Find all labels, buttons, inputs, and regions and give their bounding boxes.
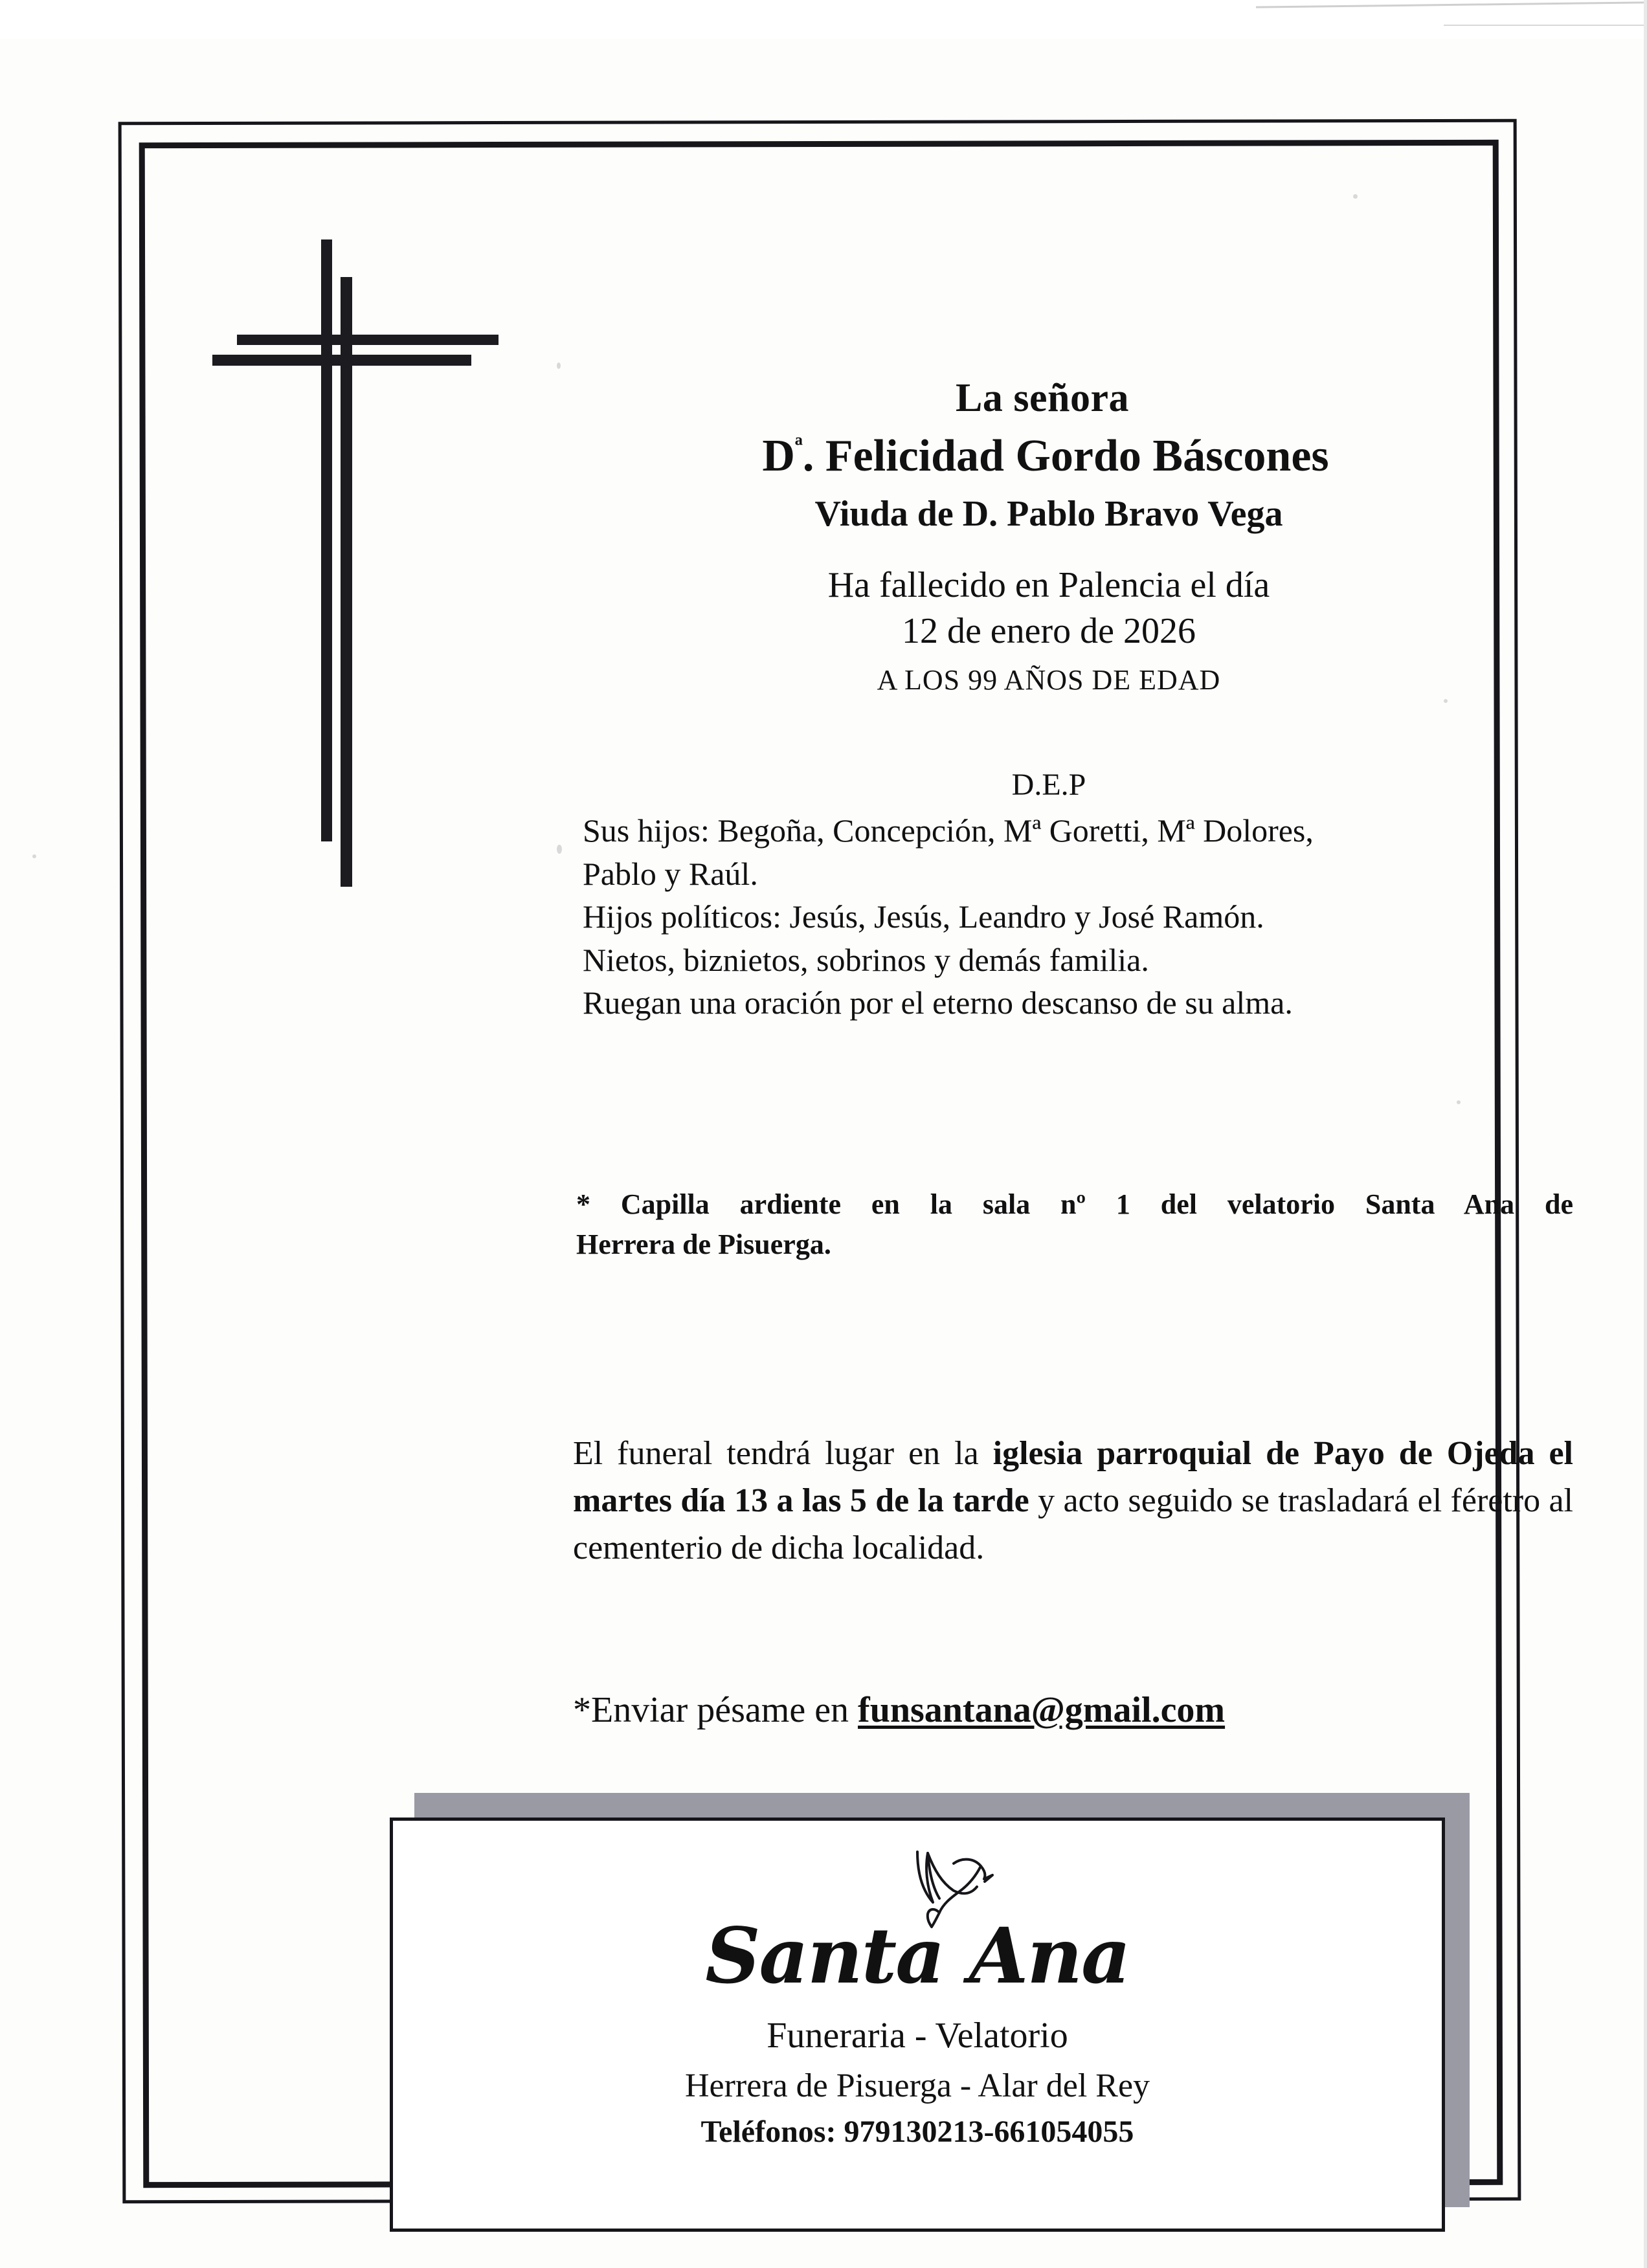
scan-speck [32, 854, 36, 858]
scan-right-edge [1644, 0, 1647, 2268]
spouse-line: Viuda de D. Pablo Bravo Vega [814, 494, 1283, 534]
condolences-label: *Enviar pésame en [573, 1690, 858, 1730]
dep-text: D.E.P [1011, 768, 1086, 802]
wake-line-2: Herrera de Pisuerga. [576, 1228, 831, 1261]
death-date-line: 12 de enero de 2026 [901, 611, 1196, 651]
condolences-line [573, 1689, 1573, 1731]
scan-artifact-line [1444, 25, 1647, 26]
services-line: Funeraria - Velatorio [767, 2016, 1068, 2056]
family-list [583, 809, 1567, 1025]
locations-line: Herrera de Pisuerga - Alar del Rey [684, 2067, 1150, 2104]
deceased-name [583, 430, 1508, 482]
funeral-paragraph [573, 1430, 1573, 1572]
latin-cross-icon [194, 239, 499, 887]
funeral-home-card [390, 1818, 1445, 2232]
wake-paragraph [576, 1184, 1573, 1265]
funeral-highlight: iglesia parroquial de Payo de Ojeda el martes día 13 a las 5 de la tarde [573, 1435, 1574, 1519]
funeral-text-lead: El funeral tendrá lugar en la [573, 1435, 993, 1472]
family-line: Pablo y Raúl. [583, 855, 758, 892]
family-line: Nietos, biznietos, sobrinos y demás familia. [583, 941, 1149, 978]
family-line: Hijos políticos: Jesús, Jesús, Leandro y José Ramón. [583, 898, 1264, 935]
phones-line: Teléfonos: 979130213-661054055 [700, 2115, 1134, 2149]
condolences-email-link[interactable]: funsantana@gmail.com [858, 1690, 1226, 1730]
name-prefix-superscript: ª [794, 431, 803, 461]
name-prefix-dot: . [802, 431, 814, 481]
brand-name: Santa Ana [705, 1911, 1130, 2001]
funeral-text-tail: y acto seguido se trasladará el féretro al cementerio de dicha localidad. [573, 1482, 1573, 1566]
name-text: Felicidad Gordo Báscones [825, 431, 1329, 481]
family-line: Sus hijos: Begoña, Concepción, Mª Goretti, Mª Dolores, [583, 812, 1314, 849]
salutation: La señora [956, 376, 1129, 420]
wake-line-1: * Capilla ardiente en la sala nº 1 del velatorio Santa Ana de [576, 1188, 1573, 1220]
death-place-line: Ha fallecido en Palencia el día [827, 565, 1270, 605]
family-line: Ruegan una oración por el eterno descanso de su alma. [583, 984, 1293, 1021]
age-line: A LOS 99 AÑOS DE EDAD [877, 664, 1221, 696]
name-prefix: D [762, 431, 795, 481]
